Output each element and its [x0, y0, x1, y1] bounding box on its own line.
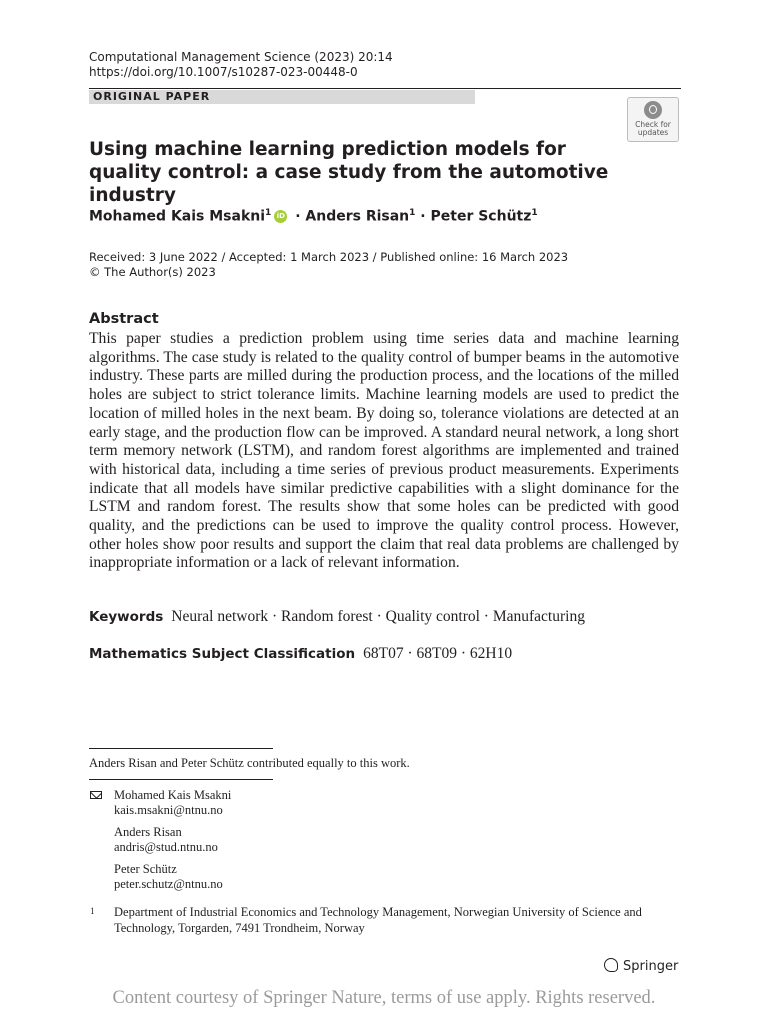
keywords-label: Keywords — [89, 609, 164, 625]
check-updates-icon — [644, 101, 662, 119]
footnote-rule — [89, 748, 273, 749]
contact-email[interactable]: andris@stud.ntnu.no — [114, 840, 218, 854]
orcid-icon[interactable]: iD — [274, 210, 287, 223]
keywords-line — [89, 608, 585, 626]
author-affiliation-mark: 1 — [531, 208, 538, 218]
check-updates-label: Check for updates — [635, 120, 671, 137]
author-affiliation-mark: 1 — [265, 208, 272, 218]
author-separator: · — [295, 208, 301, 225]
publisher-name: Springer — [623, 959, 679, 974]
author-separator: · — [420, 208, 426, 225]
author-list — [89, 208, 538, 225]
msc-label: Mathematics Subject Classification — [89, 646, 356, 662]
publisher-logo — [604, 958, 678, 974]
msc-line — [89, 645, 512, 663]
dates-line: Received: 3 June 2022 / Accepted: 1 March 2023 / Published online: 16 March 2023 — [89, 250, 569, 264]
publication-history — [89, 250, 568, 280]
doi-link[interactable]: https://doi.org/10.1007/s10287-023-00448-0 — [89, 65, 358, 79]
contact-name: Peter Schütz — [114, 862, 177, 876]
keywords-text: Neural network · Random forest · Quality control · Manufacturing — [171, 608, 585, 625]
author-name[interactable]: Anders Risan — [305, 208, 410, 225]
journal-line: Computational Management Science (2023) 20:14 — [89, 50, 393, 64]
author-name[interactable]: Peter Schütz — [430, 208, 532, 225]
contact-entry — [114, 825, 218, 855]
contact-entry — [114, 862, 223, 892]
springer-horse-icon — [604, 958, 618, 972]
affiliation-text: Department of Industrial Economics and Technology Management, Norwegian University of Science and Technology, Torgarden, 7491 Trondheim, Norway — [114, 905, 642, 935]
journal-citation — [89, 50, 393, 80]
header-rule — [89, 88, 681, 89]
contact-name: Mohamed Kais Msakni — [114, 788, 232, 802]
author-affiliation-mark: 1 — [409, 208, 416, 218]
abstract-heading: Abstract — [89, 311, 159, 327]
copyright-line: © The Author(s) 2023 — [89, 265, 216, 279]
contact-email[interactable]: peter.schutz@ntnu.no — [114, 877, 223, 891]
msc-text: 68T07 · 68T09 · 62H10 — [363, 645, 513, 662]
article-type-badge: ORIGINAL PAPER — [89, 90, 475, 104]
author-name[interactable]: Mohamed Kais Msakni — [89, 208, 266, 225]
envelope-icon — [90, 791, 102, 799]
contact-entry — [114, 788, 231, 818]
paper-title: Using machine learning prediction models for quality control: a case study from the automotive industry — [89, 139, 609, 206]
contact-email[interactable]: kais.msakni@ntnu.no — [114, 803, 223, 817]
courtesy-watermark: Content courtesy of Springer Nature, terms of use apply. Rights reserved. — [112, 988, 656, 1008]
contribution-note: Anders Risan and Peter Schütz contributed equally to this work. — [89, 756, 410, 770]
check-for-updates-button[interactable] — [627, 97, 679, 142]
contact-name: Anders Risan — [114, 825, 182, 839]
affiliation-number: 1 — [90, 906, 95, 916]
abstract-text: This paper studies a prediction problem using time series data and machine learning algorithms. The case study is related to the quality control of bumper beams in the automotive industry. These parts are milled during the production process, and the locations of the milled holes are subject to strict tolerance limits. Machine learning models are used to predict the location of milled holes in the next beam. By doing so, tolerance violations are detected at an early stage, and the production flow can be improved. A standard neural network, a long short term memory network (LSTM), and random forest algorithms are implemented and trained with historical data, including a time series of previous product measurements. Experiments indicate that all models have similar predictive capabilities with a slight dominance for the LSTM and random forest. The results show that some holes can be predicted with good quality, and the predictions can be used to improve the quality control process. However, other holes show poor results and support the claim that real data problems are challenged by inappropriate information or a lack of relevant information. — [89, 330, 679, 572]
footnote-rule — [89, 779, 273, 780]
